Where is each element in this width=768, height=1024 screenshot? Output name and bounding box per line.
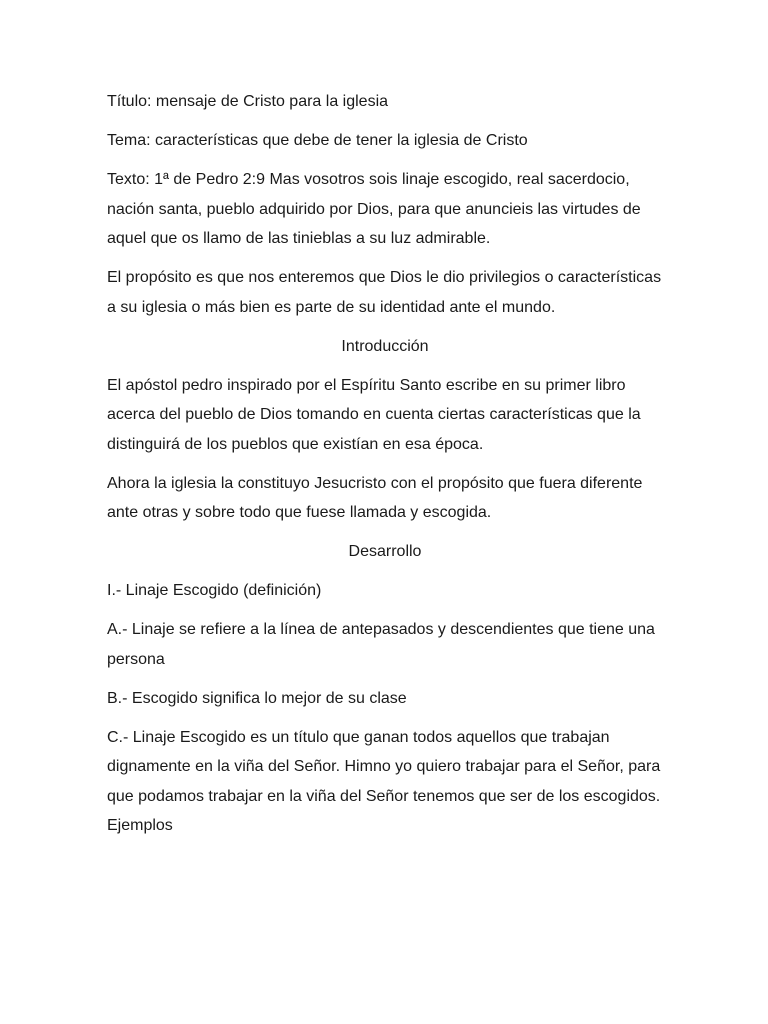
introduction-heading: Introducción [341,337,429,355]
purpose-paragraph: El propósito es que nos enteremos que Dios le dio privilegios o características a su iglesia o más bien es parte de su identidad ante el mundo. [107,269,662,316]
point-1-heading: I.- Linaje Escogido (definición) [107,582,322,599]
introduction-paragraph-2: Ahora la iglesia la constituyo Jesucristo con el propósito que fuera diferente ante otras y sobre todo que fuese llamada y escogida. [107,474,643,521]
point-a: A.- Linaje se refiere a la línea de antepasados y descendientes que tiene una persona [107,621,655,668]
development-heading: Desarrollo [348,543,422,560]
point-b: B.- Escogido significa lo mejor de su clase [107,689,407,707]
sermon-title: Título: mensaje de Cristo para la iglesia [107,93,389,110]
scripture-text: Texto: 1ª de Pedro 2:9 Mas vosotros sois linaje escogido, real sacerdocio, nación santa, pueblo adquirido por Dios, para que anuncieis las virtudes de aquel que os llamo de las tinieblas a su luz admirable. [107,171,641,247]
point-c: C.- Linaje Escogido es un título que ganan todos aquellos que trabajan dignamente en la viña del Señor. Himno yo quiero trabajar para el Señor, para que podamos trabajar en la viña del Señor tenemos que ser de los escogidos. Ejemplos [107,728,661,834]
introduction-paragraph-1: El apóstol pedro inspirado por el Espíritu Santo escribe en su primer libro acerca del pueblo de Dios tomando en cuenta ciertas características que la distinguirá de los pueblos que existían en esa época. [107,376,641,453]
sermon-theme: Tema: características que debe de tener la iglesia de Cristo [107,132,528,149]
document-body [107,87,663,850]
